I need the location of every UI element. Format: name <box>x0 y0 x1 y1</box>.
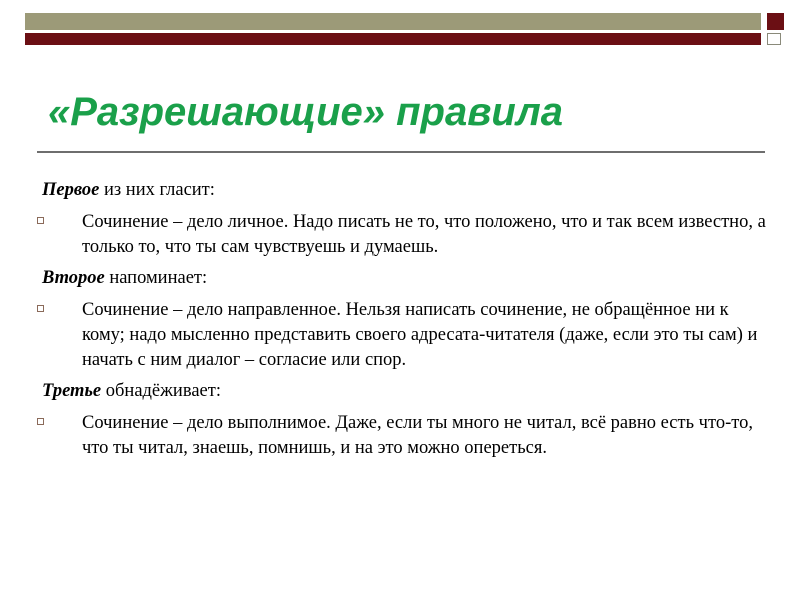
rule-text: Сочинение – дело направленное. Нельзя написать сочинение, не обращённое ни к кому; надо мысленно представить своего адресата-читателя (даже, если это ты сам) и начать с ним диалог – согласие или спор. <box>82 300 758 370</box>
rule-intro-3 <box>42 379 771 404</box>
rule-verb: из них гласит: <box>99 180 215 200</box>
rule-item-1 <box>36 210 771 260</box>
rule-text: Сочинение – дело выполнимое. Даже, если ты много не читал, всё равно есть что-то, что ты читал, знаешь, помнишь, и на это можно опереться. <box>82 413 753 458</box>
rule-verb: обнадёживает: <box>101 381 221 401</box>
slide-content <box>36 178 771 467</box>
square-bullet-icon <box>37 305 44 312</box>
header-square-top <box>767 13 784 30</box>
rule-verb: напоминает: <box>104 268 208 288</box>
title-divider <box>37 151 765 153</box>
rule-item-3 <box>36 411 771 461</box>
square-bullet-icon <box>37 217 44 224</box>
square-bullet-icon <box>37 418 44 425</box>
header-square-bottom <box>767 33 781 45</box>
header-bar-top <box>25 13 761 30</box>
rule-intro-1 <box>42 178 771 203</box>
header-bar-bottom <box>25 33 761 45</box>
rule-ordinal: Первое <box>42 180 100 200</box>
rule-text: Сочинение – дело личное. Надо писать не то, что положено, что и так всем известно, а только то, что ты сам чувствуешь и думаешь. <box>82 212 766 257</box>
rule-intro-2 <box>42 266 771 291</box>
rule-ordinal: Третье <box>42 381 102 401</box>
slide-title: «Разрешающие» правила <box>48 90 563 134</box>
rule-ordinal: Второе <box>42 268 105 288</box>
rule-item-2 <box>36 298 771 373</box>
